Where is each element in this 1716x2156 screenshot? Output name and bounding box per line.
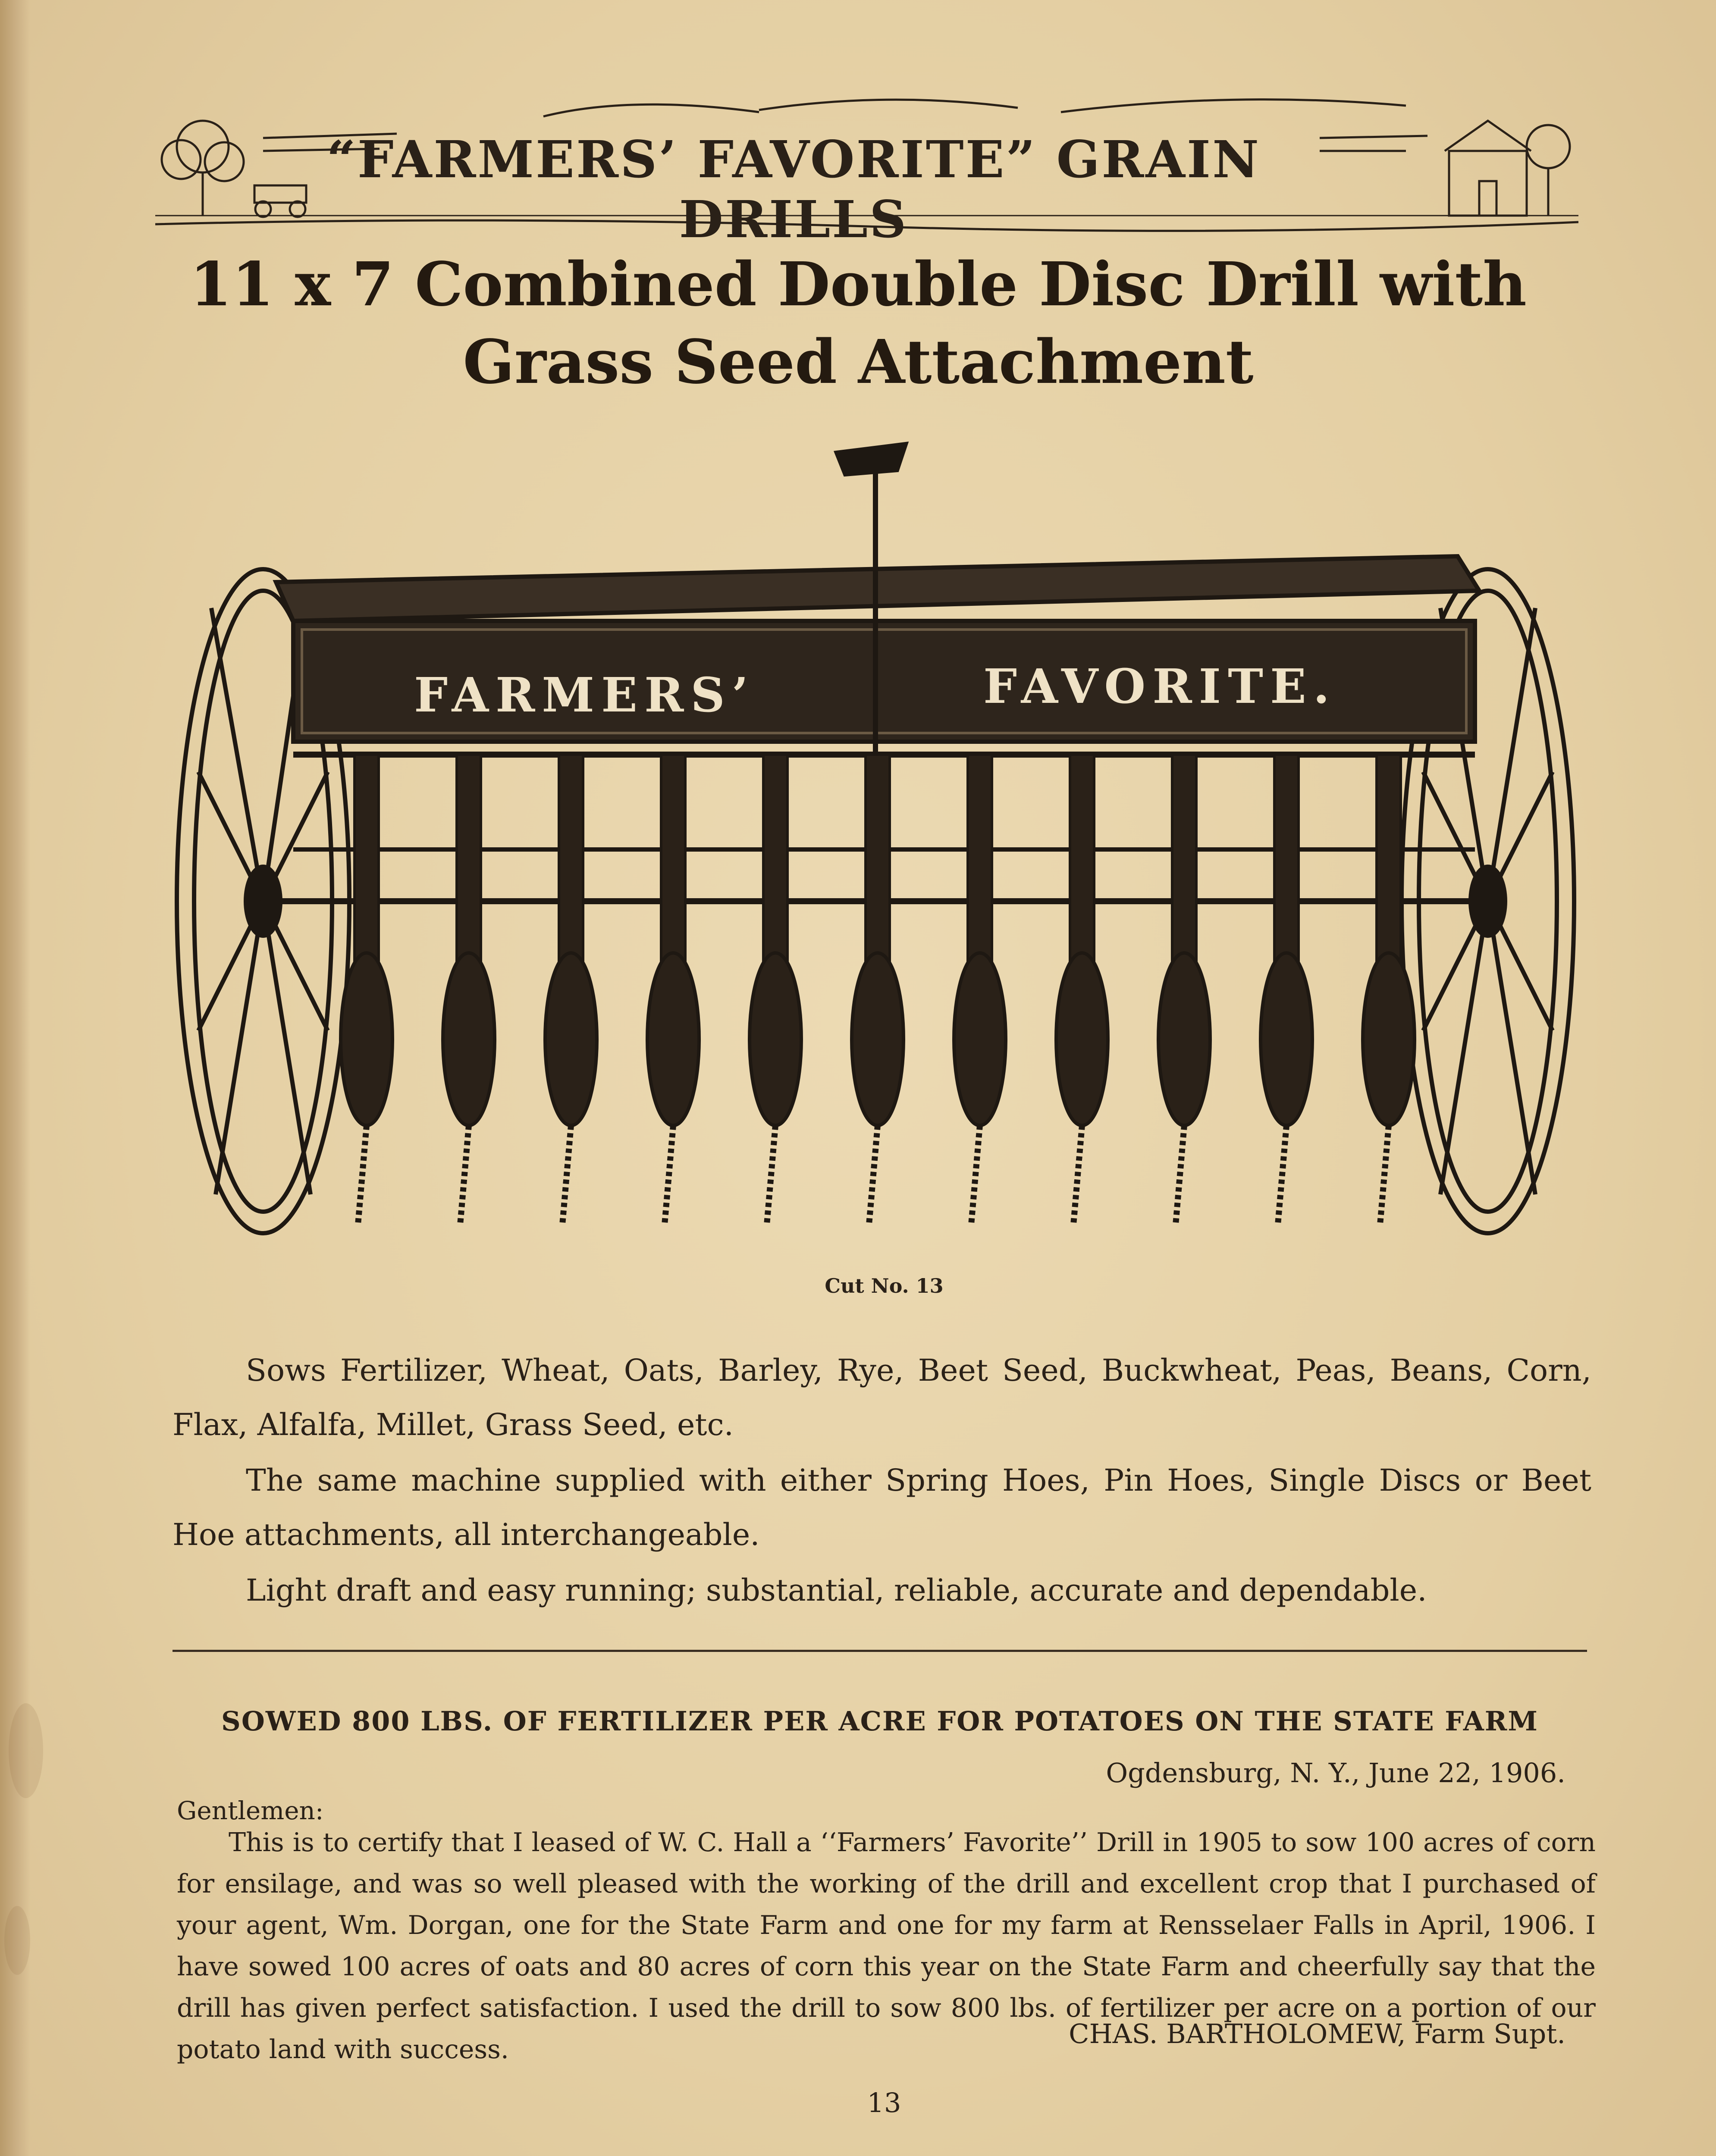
- grain-drill-illustration: [164, 427, 1587, 1272]
- section-divider: [173, 1650, 1587, 1652]
- box-lettering-right: FAVORITE.: [983, 658, 1337, 714]
- page-title-line-1: 11 x 7 Combined Double Disc Drill with: [190, 249, 1527, 320]
- testimonial-signature: CHAS. BARTHOLOMEW, Farm Supt.: [1069, 2018, 1565, 2049]
- testimonial-heading: SOWED 800 LBS. OF FERTILIZER PER ACRE FOR POTATOES ON THE STATE FARM: [221, 1705, 1538, 1737]
- drag-chain: [971, 1125, 980, 1225]
- description-paragraph-2: The same machine supplied with either Spring Hoes, Pin Hoes, Single Discs or Beet Hoe attachments, all interchangeable.: [173, 1463, 1591, 1552]
- seed-tube: [1172, 755, 1196, 979]
- testimonial-dateline: Ogdensburg, N. Y., June 22, 1906.: [1106, 1757, 1565, 1789]
- drag-chain: [562, 1125, 571, 1225]
- seed-tube: [559, 755, 583, 979]
- drag-chain: [1278, 1125, 1286, 1225]
- drag-chain: [460, 1125, 469, 1225]
- header-banner-text: “FARMERS’ FAVORITE” GRAIN DRILLS: [326, 129, 1261, 249]
- seed-tube: [354, 755, 379, 979]
- disc-opener-icon: [750, 953, 801, 1125]
- seed-tube: [1377, 755, 1401, 979]
- tree-icon: [177, 121, 229, 172]
- description-paragraph-3: Light draft and easy running; substantial, reliable, accurate and dependable.: [246, 1573, 1427, 1608]
- drag-chain: [869, 1125, 878, 1225]
- seat-icon: [837, 444, 906, 474]
- testimonial-salutation: Gentlemen:: [177, 1796, 324, 1825]
- seed-tube: [866, 755, 890, 979]
- box-lettering-left: FARMERS’: [414, 667, 756, 723]
- page-title-line-2: Grass Seed Attachment: [463, 327, 1254, 398]
- page-title: [173, 246, 1544, 401]
- drag-chain: [1073, 1125, 1082, 1225]
- seed-tube: [661, 755, 685, 979]
- disc-opener-icon: [1363, 953, 1415, 1125]
- disc-opener-icon: [1261, 953, 1312, 1125]
- disc-opener-icon: [545, 953, 597, 1125]
- disc-opener-icon: [647, 953, 699, 1125]
- binding-edge: [0, 0, 30, 2156]
- seed-tube: [457, 755, 481, 979]
- disc-opener-icon: [852, 953, 903, 1125]
- disc-opener-icon: [341, 953, 392, 1125]
- seed-tube: [1274, 755, 1299, 979]
- paper-stain: [4, 1906, 30, 1975]
- testimonial-body: This is to certify that I leased of W. C. Hall a ‘‘Farmers’ Favorite’’ Drill in 1905 to sow 100 acres of corn for ensilage, and was so well pleased with the working of the drill and excellent crop that I purchased of your agent, Wm. Dorgan, one for the State Farm and one for my farm at Rensselaer Falls in April, 1906. I have sowed 100 acres of oats and 80 acres of corn this year on the State Farm and cheerfully say that the drill has given perfect satisfaction. I used the drill to sow 800 lbs. of fertilizer per acre on a portion of our potato land with success.: [177, 1827, 1596, 2065]
- drag-chain: [358, 1125, 367, 1225]
- disc-opener-icon: [954, 953, 1006, 1125]
- page-number: 13: [867, 2087, 901, 2118]
- drag-chain: [1380, 1125, 1389, 1225]
- disc-opener-icon: [1158, 953, 1210, 1125]
- drag-chain: [767, 1125, 775, 1225]
- tree-icon: [1527, 125, 1570, 168]
- drag-chain: [665, 1125, 673, 1225]
- seed-tube: [763, 755, 787, 979]
- paper-stain: [9, 1703, 43, 1798]
- description-paragraph-1: Sows Fertilizer, Wheat, Oats, Barley, Rye, Beet Seed, Buckwheat, Peas, Beans, Corn, Flax, Alfalfa, Millet, Grass Seed, etc.: [173, 1353, 1591, 1442]
- disc-opener-icon: [443, 953, 495, 1125]
- seed-tube: [968, 755, 992, 979]
- disc-opener-icon: [1056, 953, 1108, 1125]
- drag-chain: [1176, 1125, 1184, 1225]
- illustration-caption: Cut No. 13: [825, 1274, 944, 1297]
- barn-icon: [1449, 151, 1527, 216]
- seed-tube: [1070, 755, 1094, 979]
